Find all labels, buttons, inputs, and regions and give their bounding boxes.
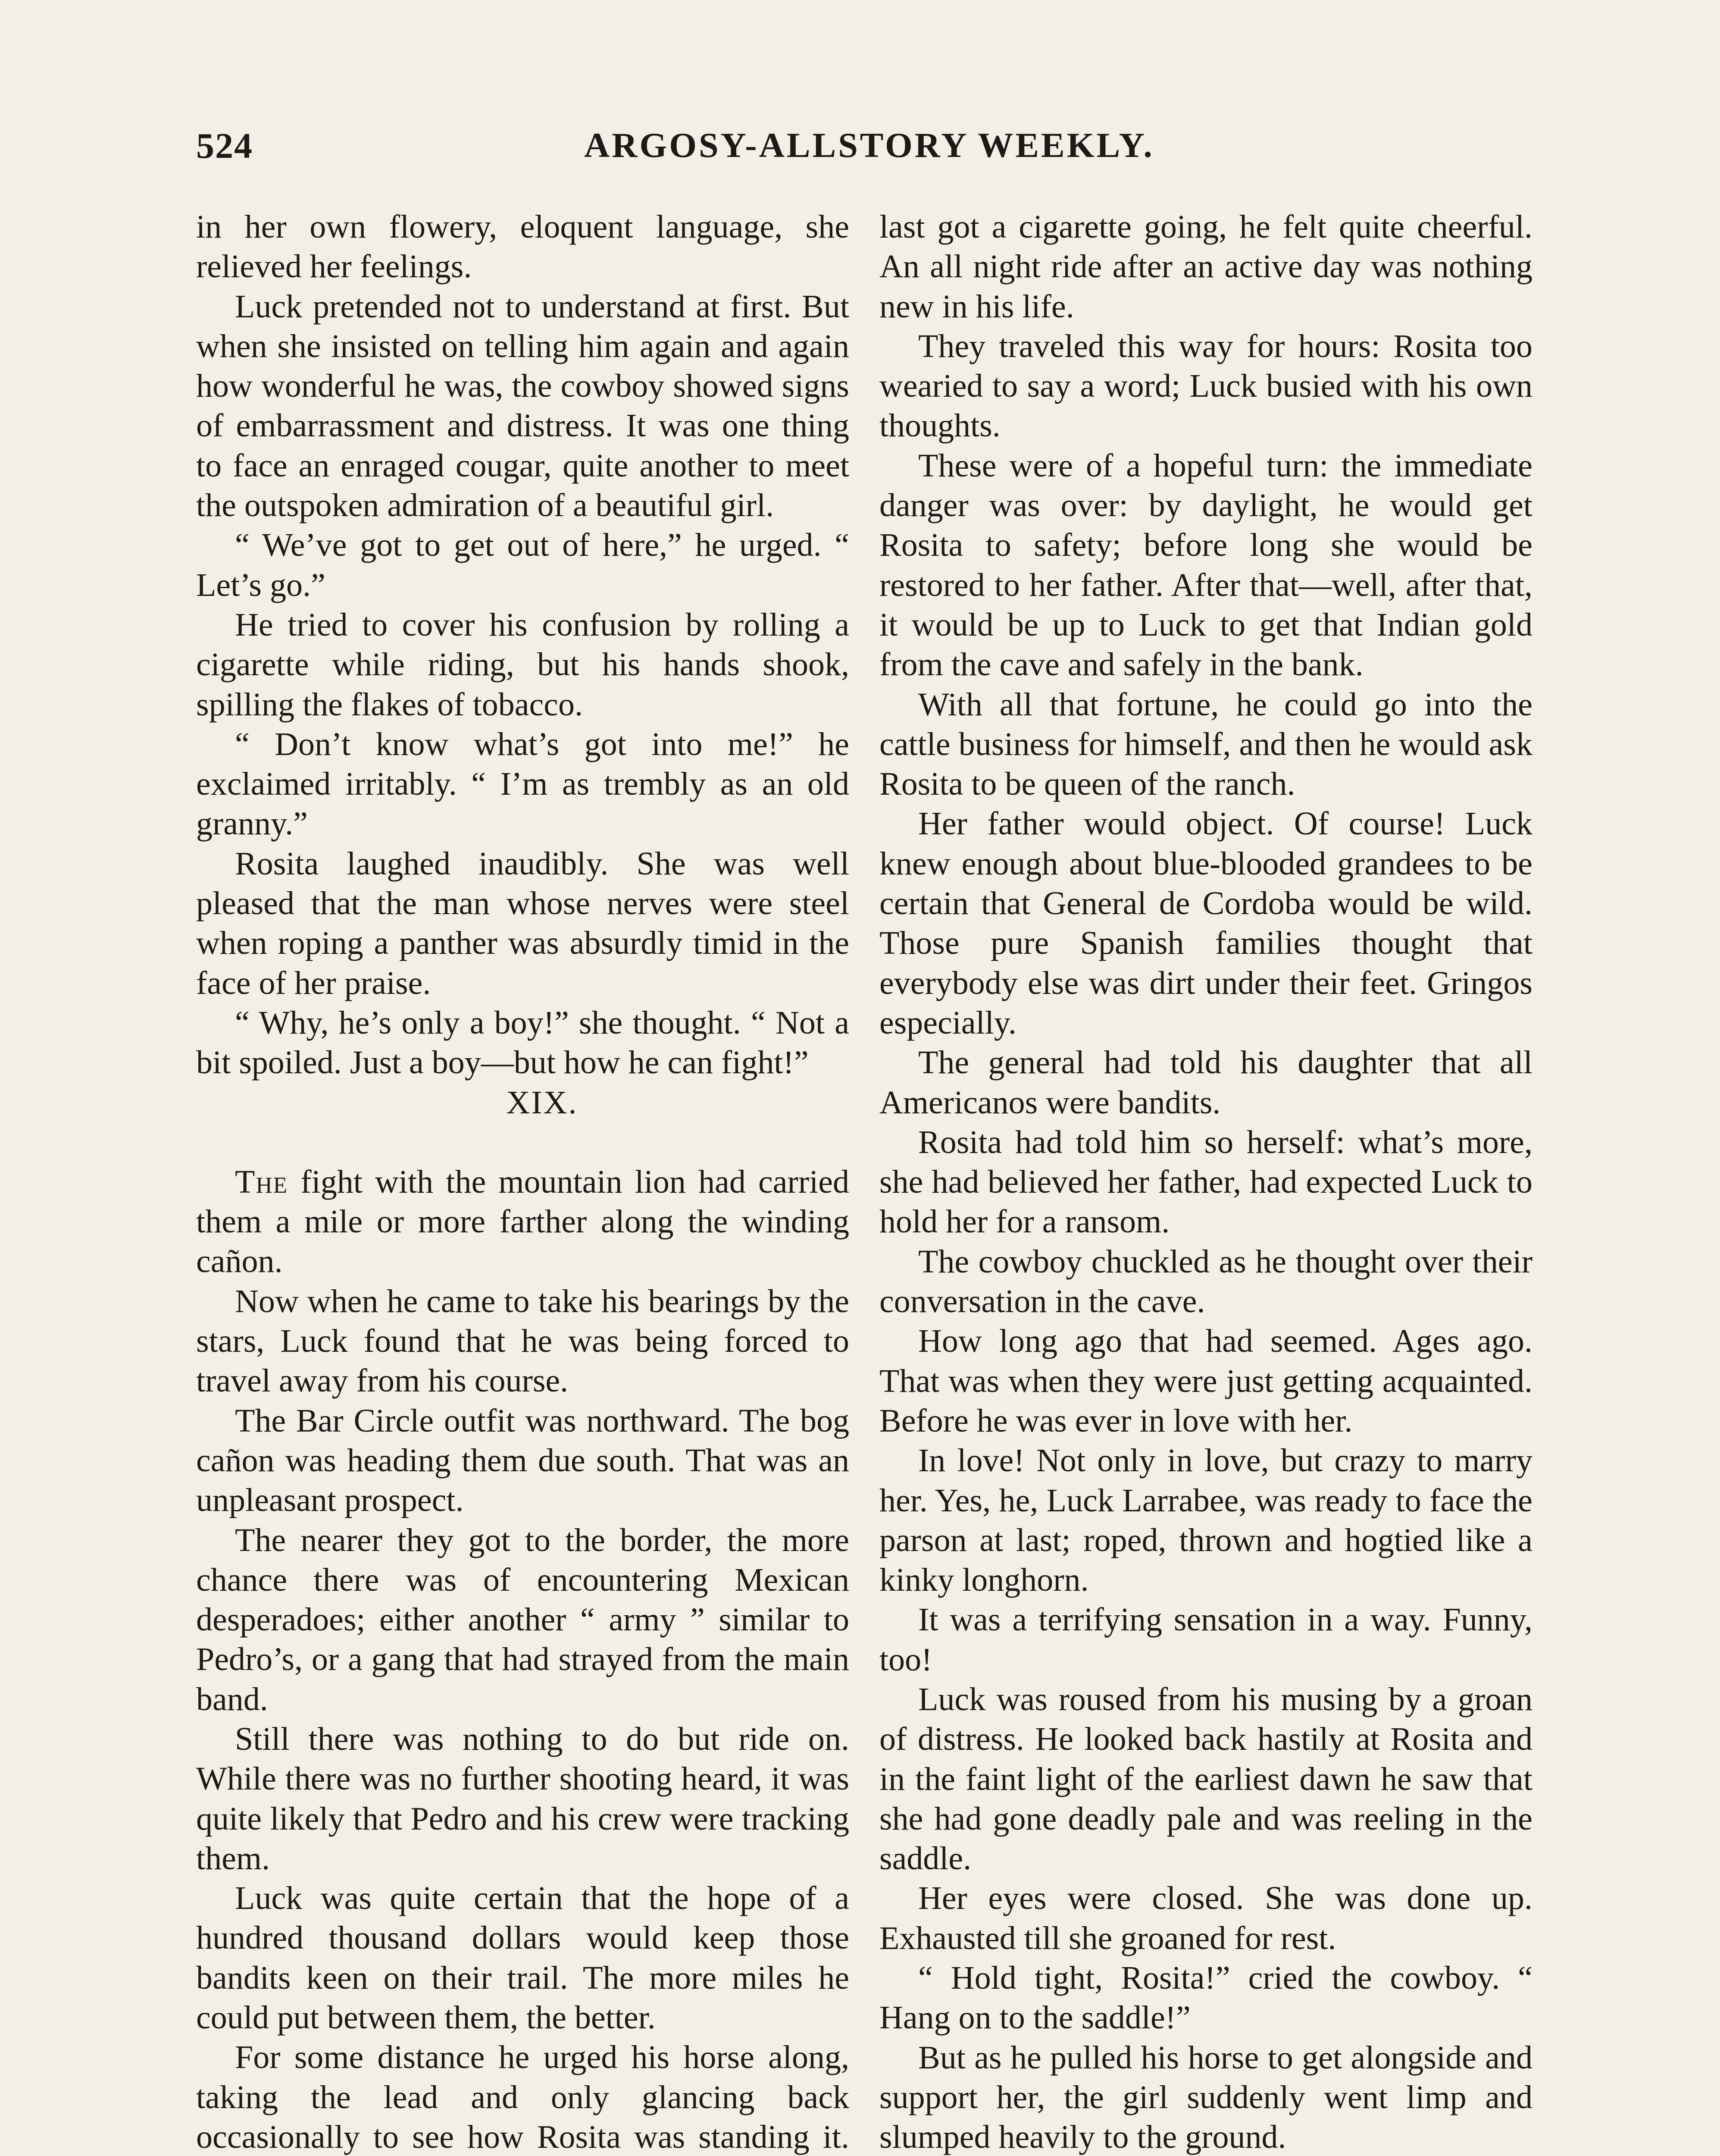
paragraph: In love! Not only in love, but crazy to marry her. Yes, he, Luck Larrabee, was ready to face the parson at last; roped, thrown and hogtied like a kinky longhorn. [879, 1442, 1532, 1598]
paragraph: The general had told his daughter that all Americanos were bandits. [879, 1044, 1532, 1121]
paragraph: Her father would object. Of course! Luck knew enough about blue-blooded grandees to be certain that General de Cordoba would be wild. Those pure Spanish families thought that everybody else was dirt under their feet. Gringos especially. [879, 805, 1532, 1041]
left-column [196, 207, 849, 2156]
paragraph: Rosita had told him so herself: what’s more, she had believed her father, had expected Luck to hold her for a ransom. [879, 1124, 1532, 1240]
paragraph: But as he pulled his horse to get alongside and support her, the girl suddenly went limp and slumped heavily to the ground. [879, 2039, 1532, 2156]
paragraph: “ Don’t know what’s got into me!” he exclaimed irritably. “ I’m as trembly as an old granny.” [196, 726, 849, 842]
paragraph: “ We’ve got to get out of here,” he urged. “ Let’s go.” [196, 527, 849, 603]
paragraph: in her own flowery, eloquent language, she relieved her feelings. [196, 209, 849, 285]
chapter-opening-paragraph [196, 1162, 849, 1282]
paragraph: Luck was quite certain that the hope of a hundred thousand dollars would keep those bandits keen on their trail. The more miles he could put between them, the better. [196, 1880, 849, 2036]
right-column [879, 207, 1532, 2156]
paragraph: Luck was roused from his musing by a groan of distress. He looked back hastily at Rosita and in the faint light of the earliest dawn he saw that she had gone deadly pale and was reeling in the saddle. [879, 1681, 1532, 1877]
paragraph: It was a terrifying sensation in a way. Funny, too! [879, 1601, 1532, 1678]
paragraph: They traveled this way for hours: Rosita too wearied to say a word; Luck busied with his own thoughts. [879, 328, 1532, 444]
paragraph: The cowboy chuckled as he thought over their conversation in the cave. [879, 1243, 1532, 1320]
chapter-first-word: The [235, 1163, 288, 1200]
paragraph: These were of a hopeful turn: the immediate danger was over: by daylight, he would get Rosita to safety; before long she would be restored to her father. After that—well, after that, it would be up to Luck to get that Indian gold from the cave and safely in the bank. [879, 447, 1532, 683]
paragraph: For some distance he urged his horse along, taking the lead and only glancing back occasionally to see how Rosita was standing it. [196, 2039, 849, 2155]
running-head: ARGOSY-ALLSTORY WEEKLY. [584, 125, 1154, 165]
paragraph: How long ago that had seemed. Ages ago. That was when they were just getting acquainted. Before he was ever in love with her. [879, 1323, 1532, 1439]
paragraph: Now when he came to take his bearings by the stars, Luck found that he was being forced to travel away from his course. [196, 1283, 849, 1399]
paragraph: With all that fortune, he could go into the cattle business for himself, and then he would ask Rosita to be queen of the ranch. [879, 686, 1532, 802]
chapter-heading: XIX. [506, 1084, 578, 1121]
paragraph: Her eyes were closed. She was done up. Exhausted till she groaned for rest. [879, 1880, 1532, 1956]
paragraph: Still there was nothing to do but ride on. While there was no further shooting heard, it was quite likely that Pedro and his crew were tracking them. [196, 1720, 849, 1877]
paragraph: Luck pretended not to understand at first. But when she insisted on telling him again and again how wonderful he was, the cowboy showed signs of embarrassment and distress. It was one thing to face an enraged cougar, quite another to meet the outspoken admiration of a beautiful girl. [196, 288, 849, 524]
paragraph: “ Why, he’s only a boy!” she thought. “ Not a bit spoiled. Just a boy—but how he can fight!” [196, 1004, 849, 1081]
paragraph: He tried to cover his confusion by rolling a cigarette while riding, but his hands shook, spilling the flakes of tobacco. [196, 606, 849, 723]
paragraph: The Bar Circle outfit was northward. The bog cañon was heading them due south. That was an unpleasant prospect. [196, 1402, 849, 1519]
paragraph: The nearer they got to the border, the more chance there was of encountering Mexican desperadoes; either another “ army ” similar to Pedro’s, or a gang that had strayed from the main band. [196, 1522, 849, 1717]
paragraph: “ Hold tight, Rosita!” cried the cowboy. “ Hang on to the saddle!” [879, 1960, 1532, 2036]
page-number: 524 [196, 126, 253, 166]
paragraph: last got a cigarette going, he felt quite cheerful. An all night ride after an active day was nothing new in his life. [879, 209, 1532, 325]
chapter-opening-text: fight with the mountain lion had carried them a mile or more farther along the winding cañon. [196, 1163, 849, 1280]
paragraph: Rosita laughed inaudibly. She was well pleased that the man whose nerves were steel when roping a panther was absurdly timid in the face of her praise. [196, 845, 849, 1001]
page-header [196, 125, 1537, 181]
